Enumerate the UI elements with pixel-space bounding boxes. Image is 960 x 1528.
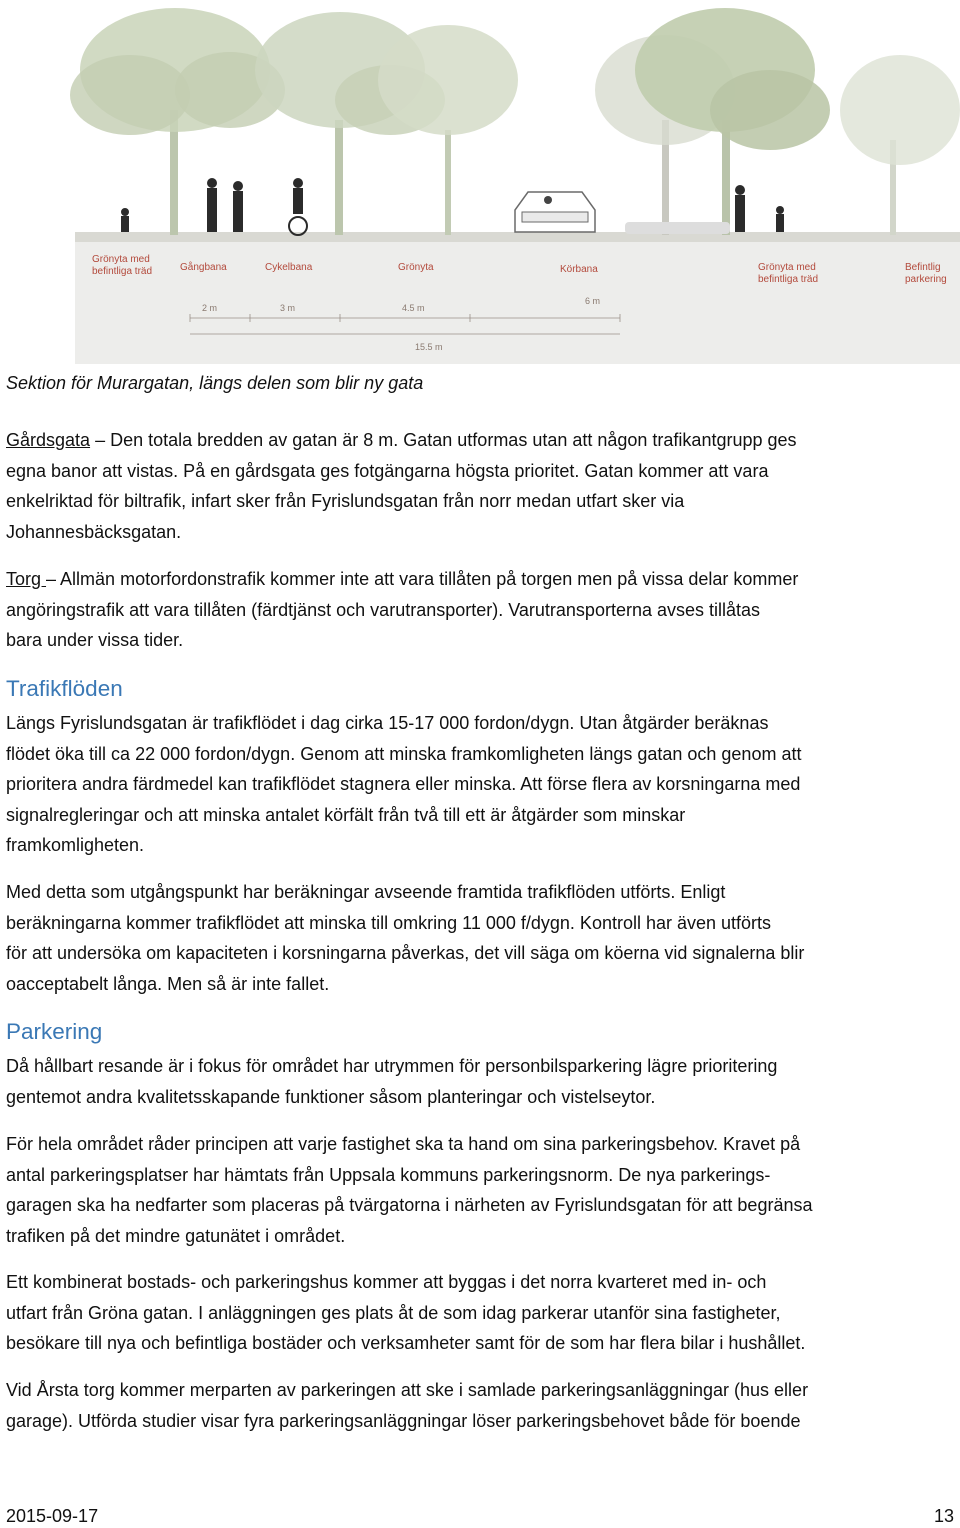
trafikfloden-paragraph-2 xyxy=(6,877,958,999)
car xyxy=(515,192,595,232)
parkering-paragraph-1 xyxy=(6,1051,958,1112)
heading-parkering: Parkering xyxy=(6,1019,103,1044)
label-korbana: Körbana xyxy=(560,264,598,275)
parkering-paragraph-2 xyxy=(6,1129,958,1251)
dim-6m: 6 m xyxy=(585,296,601,306)
label-gangbana: Gångbana xyxy=(180,262,227,273)
park-p3-line-1: Ett kombinerat bostads- och parkeringshus kommer att byggas i det norra kvarteret med in- och xyxy=(6,1272,767,1292)
planter xyxy=(625,222,730,234)
park-p1-line-2: gentemot andra kvalitetsskapande funktioner såsom planteringar och vistelseytor. xyxy=(6,1086,656,1107)
park-p2-line-4: trafiken på det mindre gatunätet i området. xyxy=(6,1225,346,1246)
parkering-paragraph-3 xyxy=(6,1267,958,1359)
dim-3m: 3 m xyxy=(280,303,296,313)
trafik-p1-line-1: Längs Fyrislundsgatan är trafikflödet i dag cirka 15-17 000 fordon/dygn. Utan åtgärder beräknas xyxy=(6,713,769,733)
park-p4-line-1: Vid Årsta torg kommer merparten av parkeringen att ske i samlade parkeringsanläggningar (hus eller xyxy=(6,1380,809,1400)
park-p2-line-3: garagen ska ha nedfarter som placeras på tvärgatorna i närheten av Fyrislundsgatan för att begränsa xyxy=(6,1195,813,1215)
torg-term: Torg xyxy=(6,569,47,589)
trafik-p1-line-5: framkomligheten. xyxy=(6,835,145,855)
street-section-svg xyxy=(0,0,960,365)
gardsgata-line-3: enkelriktad för biltrafik, infart sker från Fyrislundsgatan från norr medan utfart sker via xyxy=(6,491,685,511)
gardsgata-line-2: egna banor att vistas. På en gårdsgata ges fotgängarna högsta prioritet. Gatan kommer att vara xyxy=(6,460,769,481)
heading-trafikfloden: Trafikflöden xyxy=(6,676,123,701)
torg-paragraph xyxy=(6,564,958,656)
dim-total: 15.5 m xyxy=(415,342,443,352)
label-cykelbana: Cykelbana xyxy=(265,262,313,273)
cyclist xyxy=(289,178,307,235)
section-ground xyxy=(75,232,960,364)
trafik-p1-line-4: signalregleringar och att minska antalet körfält från två till ett är åtgärder som minskar xyxy=(6,804,686,825)
street-section-illustration xyxy=(0,0,960,365)
dim-2m: 2 m xyxy=(202,303,218,313)
dim-4-5m: 4.5 m xyxy=(402,303,425,313)
trafik-p1-line-2: flödet öka till ca 22 000 fordon/dygn. Genom att minska framkomligheten längs gatan och genom att xyxy=(6,743,802,764)
trafikfloden-paragraph-1 xyxy=(6,708,958,861)
label-gronyta: Grönyta xyxy=(398,262,434,273)
trafik-p1-line-3: prioritera andra färdmedel kan trafikflödet stagnera eller minska. Att förse flera av korsningarna med xyxy=(6,774,801,794)
label-befintlig-1: Befintlig xyxy=(905,262,941,273)
torg-line-1: – Allmän motorfordonstrafik kommer inte att vara tillåten på torgen men på vissa delar kommer xyxy=(46,569,799,589)
trees-right xyxy=(595,8,960,235)
label-gronyta-right-2: befintliga träd xyxy=(758,274,819,285)
gardsgata-line-4: Johannesbäcksgatan. xyxy=(6,521,182,542)
parkering-paragraph-4 xyxy=(6,1375,958,1436)
label-gronyta-right-1: Grönyta med xyxy=(758,262,816,273)
park-p1-line-1: Då hållbart resande är i fokus för området har utrymmen för personbilsparkering lägre prioritering xyxy=(6,1056,778,1076)
page-number: 13 xyxy=(933,1506,954,1526)
footer-date: 2015-09-17 xyxy=(6,1506,99,1526)
label-befintlig-2: parkering xyxy=(905,274,947,285)
figure-caption: Sektion för Murargatan, längs delen som blir ny gata xyxy=(6,373,424,393)
trafik-p2-line-1: Med detta som utgångspunkt har beräkningar avseende framtida trafikflöden utförts. Enligt xyxy=(6,882,726,902)
gardsgata-line-1: – Den totala bredden av gatan är 8 m. Gatan utformas utan att någon trafikantgrupp ges xyxy=(90,430,797,450)
label-gronyta-left-2: befintliga träd xyxy=(92,266,153,277)
trafik-p2-line-4: oacceptabelt långa. Men så är inte fallet. xyxy=(6,973,330,994)
park-p2-line-2: antal parkeringsplatser har hämtats från Uppsala kommuns parkeringsnorm. De nya parkerings- xyxy=(6,1164,771,1185)
gardsgata-paragraph xyxy=(6,425,958,547)
section-surface xyxy=(75,232,960,242)
trafik-p2-line-2: beräkningarna kommer trafikflödet att minska till omkring 11 000 f/dygn. Kontroll har även utförts xyxy=(6,912,772,933)
park-p3-line-2: utfart från Gröna gatan. I anläggningen ges plats åt de som idag parkerar utanför sina fastigheter, xyxy=(6,1302,781,1323)
trafik-p2-line-3: för att undersöka om kapaciteten i korsningarna påverkas, det vill säga om köerna vid signalerna blir xyxy=(6,943,805,963)
park-p3-line-3: besökare till nya och befintliga bostäder och verksamheter samt för de som har flera bilar i hushållet. xyxy=(6,1333,806,1353)
torg-line-2: angöringstrafik att vara tillåten (färdtjänst och varutransporter). Varutransporterna avses tillåtas xyxy=(6,599,761,620)
gardsgata-term: Gårdsgata xyxy=(6,430,91,450)
torg-line-3: bara under vissa tider. xyxy=(6,630,184,650)
label-gronyta-left-1: Grönyta med xyxy=(92,254,150,265)
park-p4-line-2: garage). Utförda studier visar fyra parkeringsanläggningar löser parkeringsbehovet både för boende xyxy=(6,1410,801,1431)
park-p2-line-1: För hela området råder principen att varje fastighet ska ta hand om sina parkeringsbehov. Kravet på xyxy=(6,1134,801,1154)
